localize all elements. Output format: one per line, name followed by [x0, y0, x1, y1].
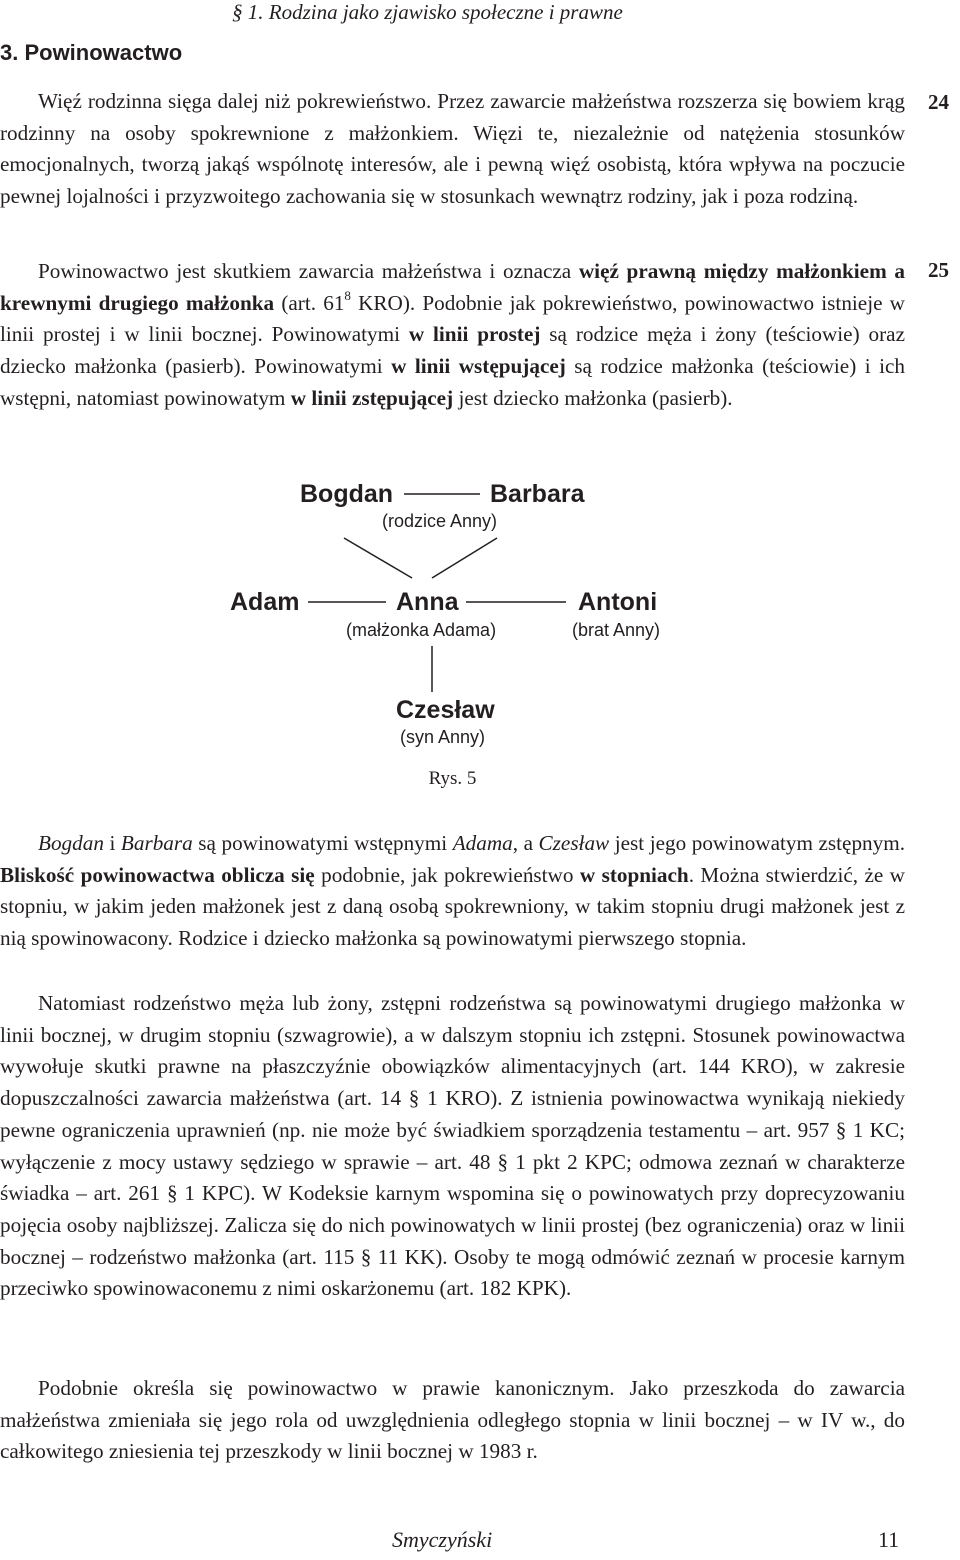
page-number: 11: [878, 1527, 900, 1552]
node-adam: Adam: [230, 588, 300, 616]
margin-number-25: 25: [928, 258, 949, 282]
czeslaw-note: (syn Anny): [400, 727, 486, 747]
node-barbara: Barbara: [490, 480, 585, 508]
paragraph-2: Powinowactwo jest skutkiem zawarcia małżeństwa i oznacza więź prawną między małżonkiem a krewnymi drugiego małżonka (art. $61^8$ KRO). Podobnie jak pokrewieństwo, powinowactwo istnieje w linii prostej i w linii bocznej. Powinowatymi w linii prostej są rodzice męża i żony (teściowie) oraz dziecko małżonka (pasierb). Powinowatymi w linii wstępującej są rodzice małżonka (teściowie) i ich wstępni, natomiast powinowatym w linii zstępującej jest dziecko małżonka (pasierb).: [0, 259, 906, 410]
antoni-note: (brat Anny): [572, 620, 661, 640]
node-anna: Anna: [396, 588, 459, 616]
node-bogdan: Bogdan: [300, 480, 394, 508]
parents-note: (rodzice Anny): [382, 511, 498, 531]
paragraph-3: Bogdan i Barbara są powinowatymi wstępnymi Adama, a Czesław jest jego powinowatym zstępnym. Bliskość powinowactwa oblicza się podobnie, jak pokrewieństwo w stopniach. Można stwierdzić, że w stopniu, w jakim jeden małżonek jest z daną osobą spokrewniony, w takim stopniu drugi małżonek jest z nią spowinowacony. Rodzice i dziecko małżonka są powinowatymi pierwszego stopnia.: [0, 831, 906, 951]
running-head: § 1. Rodzina jako zjawisko społeczne i prawne: [232, 0, 623, 24]
anna-note: (małżonka Adama): [346, 620, 497, 640]
footer-author: Smyczyński: [392, 1527, 493, 1552]
affinity-diagram: [0, 470, 905, 800]
line-parents-left: [344, 538, 412, 578]
margin-number-24: 24: [928, 90, 949, 114]
paragraph-4: Natomiast rodzeństwo męża lub żony, zstępni rodzeństwa są powinowatymi drugiego małżonka w linii bocznej, w drugim stopniu (szwagrowie), a w dalszym stopniu ich zstępni. Stosunek powinowactwa wywołuje skutki prawne na płaszczyźnie obowiązków alimentacyjnych (art. 144 KRO), w zakresie dopuszczalności zawarcia małżeństwa (art. 14 § 1 KRO). Z istnienia powinowactwa wynikają niekiedy pewne ograniczenia uprawnień (np. nie może być świadkiem sporządzenia testamentu – art. 957 § 1 KC; wyłączenie z mocy ustawy sędziego w sprawie – art. 48 § 1 pkt 2 KPC; odmowa zeznań w charakterze świadka – art. 261 § 1 KPC). W Kodeksie karnym wspomina się o powinowatych przy doprecyzowaniu pojęcia osoby najbliższej. Zalicza się do nich powinowatych w linii prostej (bez ograniczenia) oraz w linii bocznej – rodzeństwo małżonka (art. 115 § 11 KK). Osoby te mogą odmówić zeznań w procesie karnym przeciwko spowinowaconemu z nimi oskarżonemu (art. 182 KPK).: [0, 991, 905, 1301]
paragraph-5: Podobnie określa się powinowactwo w prawie kanonicznym. Jako przeszkoda do zawarcia małżeństwa zmieniała się jego rola od uwzględnienia odległego stopnia w linii bocznej – w IV w., do całkowitego zniesienia tej przeszkody w linii bocznej w 1983 r.: [0, 1376, 905, 1464]
figure-caption: Rys. 5: [428, 768, 477, 789]
line-parents-right: [432, 538, 497, 578]
section-title: 3. Powinowactwo: [0, 40, 183, 65]
paragraph-1: Więź rodzinna sięga dalej niż pokrewieństwo. Przez zawarcie małżeństwa rozszerza się bowiem krąg rodzinny na osoby spokrewnione z małżonkiem. Więzi te, niezależnie od natężenia stosunków emocjonalnych, tworzą jakąś wspólnotę interesów, ale i pewną więź osobistą, która wpływa na poczucie pewnej lojalności i przyzwoitego zachowania się w stosunkach wewnątrz rodziny, jak i poza rodziną.: [0, 89, 905, 209]
node-antoni: Antoni: [578, 588, 658, 616]
node-czeslaw: Czesław: [396, 696, 495, 724]
